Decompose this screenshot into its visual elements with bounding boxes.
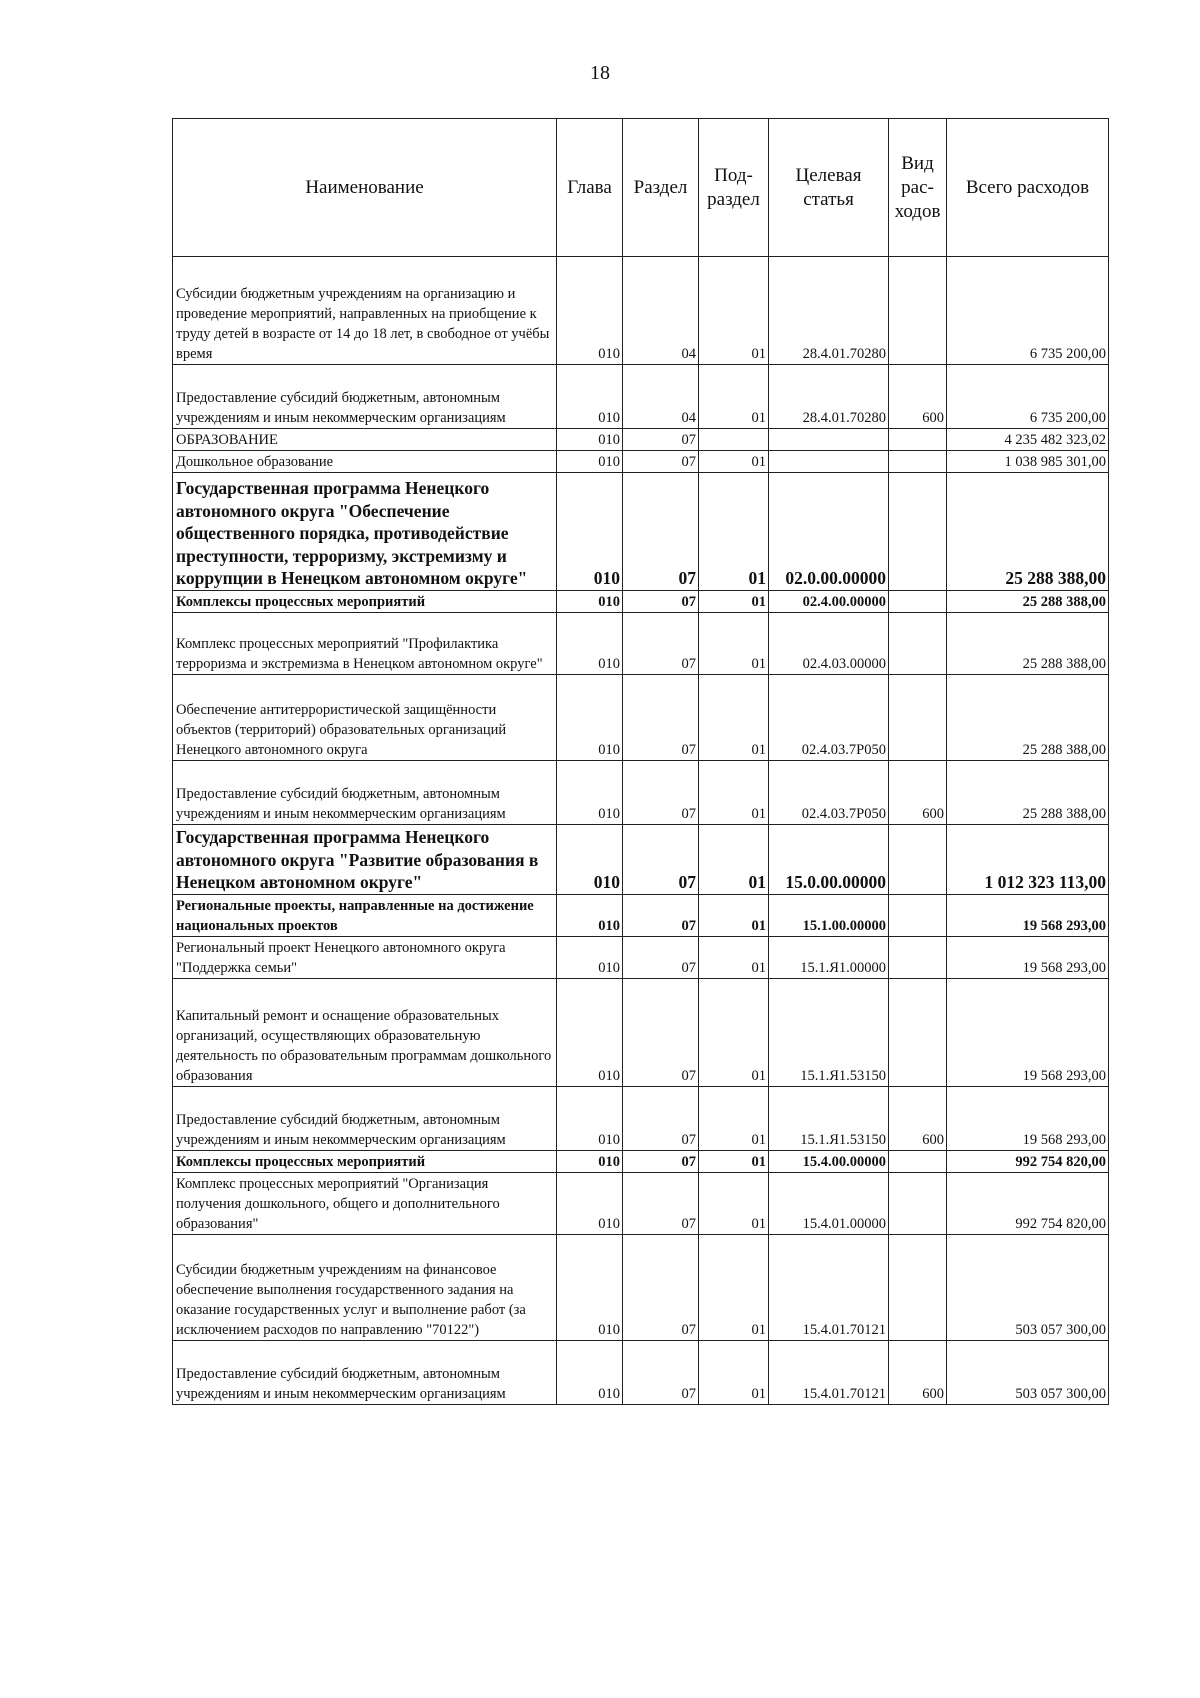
cell-podrazdel: 01 xyxy=(699,613,769,675)
cell-razdel: 07 xyxy=(623,1151,699,1173)
cell-podrazdel: 01 xyxy=(699,675,769,761)
cell-glava: 010 xyxy=(557,937,623,979)
cell-podrazdel: 01 xyxy=(699,979,769,1087)
cell-razdel: 07 xyxy=(623,1173,699,1235)
cell-podrazdel: 01 xyxy=(699,365,769,429)
cell-glava: 010 xyxy=(557,825,623,895)
cell-statya: 15.4.00.00000 xyxy=(769,1151,889,1173)
cell-glava: 010 xyxy=(557,1173,623,1235)
cell-total: 25 288 388,00 xyxy=(947,591,1109,613)
cell-vid xyxy=(889,895,947,937)
cell-razdel: 07 xyxy=(623,979,699,1087)
cell-total: 503 057 300,00 xyxy=(947,1235,1109,1341)
cell-razdel: 07 xyxy=(623,761,699,825)
cell-glava: 010 xyxy=(557,365,623,429)
cell-vid: 600 xyxy=(889,1341,947,1405)
cell-name: Предоставление субсидий бюджетным, автономным учреждениям и иным некоммерческим организациям xyxy=(173,761,557,825)
cell-razdel: 07 xyxy=(623,451,699,473)
cell-razdel: 04 xyxy=(623,365,699,429)
cell-statya xyxy=(769,429,889,451)
cell-statya: 02.0.00.00000 xyxy=(769,473,889,591)
cell-vid xyxy=(889,473,947,591)
cell-glava: 010 xyxy=(557,451,623,473)
table-row xyxy=(173,429,1109,451)
cell-razdel: 07 xyxy=(623,429,699,451)
cell-total: 19 568 293,00 xyxy=(947,895,1109,937)
table-row xyxy=(173,613,1109,675)
cell-razdel: 07 xyxy=(623,825,699,895)
cell-vid xyxy=(889,1173,947,1235)
cell-glava: 010 xyxy=(557,895,623,937)
table-row xyxy=(173,979,1109,1087)
cell-glava: 010 xyxy=(557,1341,623,1405)
table-row xyxy=(173,1235,1109,1341)
cell-statya: 15.1.Я1.53150 xyxy=(769,979,889,1087)
table-row xyxy=(173,365,1109,429)
cell-glava: 010 xyxy=(557,1087,623,1151)
cell-vid xyxy=(889,591,947,613)
cell-razdel: 07 xyxy=(623,1341,699,1405)
cell-name: Комплексы процессных мероприятий xyxy=(173,1151,557,1173)
cell-vid xyxy=(889,1235,947,1341)
cell-total: 19 568 293,00 xyxy=(947,1087,1109,1151)
table-row xyxy=(173,937,1109,979)
table-row xyxy=(173,473,1109,591)
cell-statya: 15.0.00.00000 xyxy=(769,825,889,895)
table-header-row xyxy=(173,119,1109,257)
table-row xyxy=(173,675,1109,761)
cell-vid xyxy=(889,451,947,473)
column-header-razdel: Раздел xyxy=(623,119,699,257)
cell-vid xyxy=(889,429,947,451)
cell-name: Государственная программа Ненецкого автономного округа "Обеспечение общественного порядка, противодействие преступности, терроризму, экстремизму и коррупции в Ненецком автономном округе" xyxy=(173,473,557,591)
cell-vid xyxy=(889,1151,947,1173)
cell-statya: 02.4.03.7Р050 xyxy=(769,675,889,761)
cell-glava: 010 xyxy=(557,591,623,613)
table-row xyxy=(173,895,1109,937)
cell-name: Капитальный ремонт и оснащение образовательных организаций, осуществляющих образовательную деятельность по образовательным программам дошкольного образования xyxy=(173,979,557,1087)
column-header-total: Всего расходов xyxy=(947,119,1109,257)
table-row xyxy=(173,761,1109,825)
cell-podrazdel: 01 xyxy=(699,937,769,979)
cell-statya: 15.4.01.70121 xyxy=(769,1341,889,1405)
column-header-vid: Вид рас- ходов xyxy=(889,119,947,257)
cell-statya: 02.4.03.7Р050 xyxy=(769,761,889,825)
column-header-podrazdel: Под- раздел xyxy=(699,119,769,257)
cell-razdel: 04 xyxy=(623,257,699,365)
cell-vid xyxy=(889,675,947,761)
cell-statya: 15.1.Я1.53150 xyxy=(769,1087,889,1151)
cell-glava: 010 xyxy=(557,613,623,675)
cell-statya: 28.4.01.70280 xyxy=(769,257,889,365)
cell-vid: 600 xyxy=(889,761,947,825)
cell-razdel: 07 xyxy=(623,1235,699,1341)
cell-vid xyxy=(889,613,947,675)
cell-total: 25 288 388,00 xyxy=(947,761,1109,825)
cell-statya: 15.1.00.00000 xyxy=(769,895,889,937)
cell-razdel: 07 xyxy=(623,895,699,937)
cell-total: 1 012 323 113,00 xyxy=(947,825,1109,895)
table-row xyxy=(173,451,1109,473)
cell-name: ОБРАЗОВАНИЕ xyxy=(173,429,557,451)
budget-table xyxy=(172,118,1109,1405)
cell-name: Региональный проект Ненецкого автономного округа "Поддержка семьи" xyxy=(173,937,557,979)
cell-podrazdel: 01 xyxy=(699,1151,769,1173)
cell-total: 19 568 293,00 xyxy=(947,937,1109,979)
cell-name: Дошкольное образование xyxy=(173,451,557,473)
cell-vid xyxy=(889,825,947,895)
cell-vid: 600 xyxy=(889,1087,947,1151)
cell-vid xyxy=(889,257,947,365)
cell-statya xyxy=(769,451,889,473)
cell-razdel: 07 xyxy=(623,473,699,591)
cell-glava: 010 xyxy=(557,675,623,761)
cell-name: Предоставление субсидий бюджетным, автономным учреждениям и иным некоммерческим организациям xyxy=(173,1087,557,1151)
cell-total: 4 235 482 323,02 xyxy=(947,429,1109,451)
cell-statya: 02.4.00.00000 xyxy=(769,591,889,613)
cell-total: 6 735 200,00 xyxy=(947,257,1109,365)
cell-name: Комплекс процессных мероприятий "Профилактика терроризма и экстремизма в Ненецком автономном округе" xyxy=(173,613,557,675)
cell-name: Обеспечение антитеррористической защищённости объектов (территорий) образовательных организаций Ненецкого автономного округа xyxy=(173,675,557,761)
cell-vid xyxy=(889,979,947,1087)
cell-podrazdel: 01 xyxy=(699,591,769,613)
cell-name: Субсидии бюджетным учреждениям на организацию и проведение мероприятий, направленных на приобщение к труду детей в возрасте от 14 до 18 лет, в свободное от учёбы время xyxy=(173,257,557,365)
cell-glava: 010 xyxy=(557,473,623,591)
cell-razdel: 07 xyxy=(623,937,699,979)
cell-name: Комплекс процессных мероприятий "Организация получения дошкольного, общего и дополнительного образования" xyxy=(173,1173,557,1235)
cell-razdel: 07 xyxy=(623,675,699,761)
page-number: 18 xyxy=(590,62,610,84)
cell-podrazdel: 01 xyxy=(699,895,769,937)
cell-podrazdel: 01 xyxy=(699,761,769,825)
cell-statya: 15.1.Я1.00000 xyxy=(769,937,889,979)
cell-name: Комплексы процессных мероприятий xyxy=(173,591,557,613)
table-row xyxy=(173,591,1109,613)
cell-total: 1 038 985 301,00 xyxy=(947,451,1109,473)
cell-total: 992 754 820,00 xyxy=(947,1173,1109,1235)
cell-podrazdel: 01 xyxy=(699,1235,769,1341)
cell-statya: 28.4.01.70280 xyxy=(769,365,889,429)
cell-podrazdel: 01 xyxy=(699,473,769,591)
cell-total: 25 288 388,00 xyxy=(947,473,1109,591)
table-row xyxy=(173,825,1109,895)
cell-podrazdel: 01 xyxy=(699,1173,769,1235)
cell-podrazdel: 01 xyxy=(699,451,769,473)
cell-glava: 010 xyxy=(557,257,623,365)
cell-name: Предоставление субсидий бюджетным, автономным учреждениям и иным некоммерческим организациям xyxy=(173,1341,557,1405)
cell-podrazdel: 01 xyxy=(699,825,769,895)
cell-podrazdel: 01 xyxy=(699,1341,769,1405)
table-row xyxy=(173,1151,1109,1173)
cell-total: 25 288 388,00 xyxy=(947,613,1109,675)
cell-name: Государственная программа Ненецкого автономного округа "Развитие образования в Ненецком автономном округе" xyxy=(173,825,557,895)
cell-vid xyxy=(889,937,947,979)
cell-podrazdel: 01 xyxy=(699,1087,769,1151)
cell-total: 503 057 300,00 xyxy=(947,1341,1109,1405)
table-row xyxy=(173,1341,1109,1405)
cell-statya: 15.4.01.70121 xyxy=(769,1235,889,1341)
cell-name: Предоставление субсидий бюджетным, автономным учреждениям и иным некоммерческим организациям xyxy=(173,365,557,429)
cell-razdel: 07 xyxy=(623,1087,699,1151)
cell-razdel: 07 xyxy=(623,591,699,613)
cell-podrazdel: 01 xyxy=(699,257,769,365)
cell-total: 992 754 820,00 xyxy=(947,1151,1109,1173)
cell-glava: 010 xyxy=(557,429,623,451)
cell-name: Региональные проекты, направленные на достижение национальных проектов xyxy=(173,895,557,937)
cell-glava: 010 xyxy=(557,979,623,1087)
table-row xyxy=(173,1173,1109,1235)
cell-razdel: 07 xyxy=(623,613,699,675)
table-row xyxy=(173,1087,1109,1151)
cell-statya: 02.4.03.00000 xyxy=(769,613,889,675)
table-row xyxy=(173,257,1109,365)
cell-glava: 010 xyxy=(557,1151,623,1173)
cell-podrazdel xyxy=(699,429,769,451)
cell-glava: 010 xyxy=(557,761,623,825)
table-body xyxy=(173,257,1109,1405)
cell-total: 6 735 200,00 xyxy=(947,365,1109,429)
cell-statya: 15.4.01.00000 xyxy=(769,1173,889,1235)
column-header-statya: Целевая статья xyxy=(769,119,889,257)
cell-total: 25 288 388,00 xyxy=(947,675,1109,761)
cell-name: Субсидии бюджетным учреждениям на финансовое обеспечение выполнения государственного задания на оказание государственных услуг и выполнение работ (за исключением расходов по направлению "70122") xyxy=(173,1235,557,1341)
cell-total: 19 568 293,00 xyxy=(947,979,1109,1087)
cell-glava: 010 xyxy=(557,1235,623,1341)
column-header-name: Наименование xyxy=(173,119,557,257)
cell-vid: 600 xyxy=(889,365,947,429)
column-header-glava: Глава xyxy=(557,119,623,257)
